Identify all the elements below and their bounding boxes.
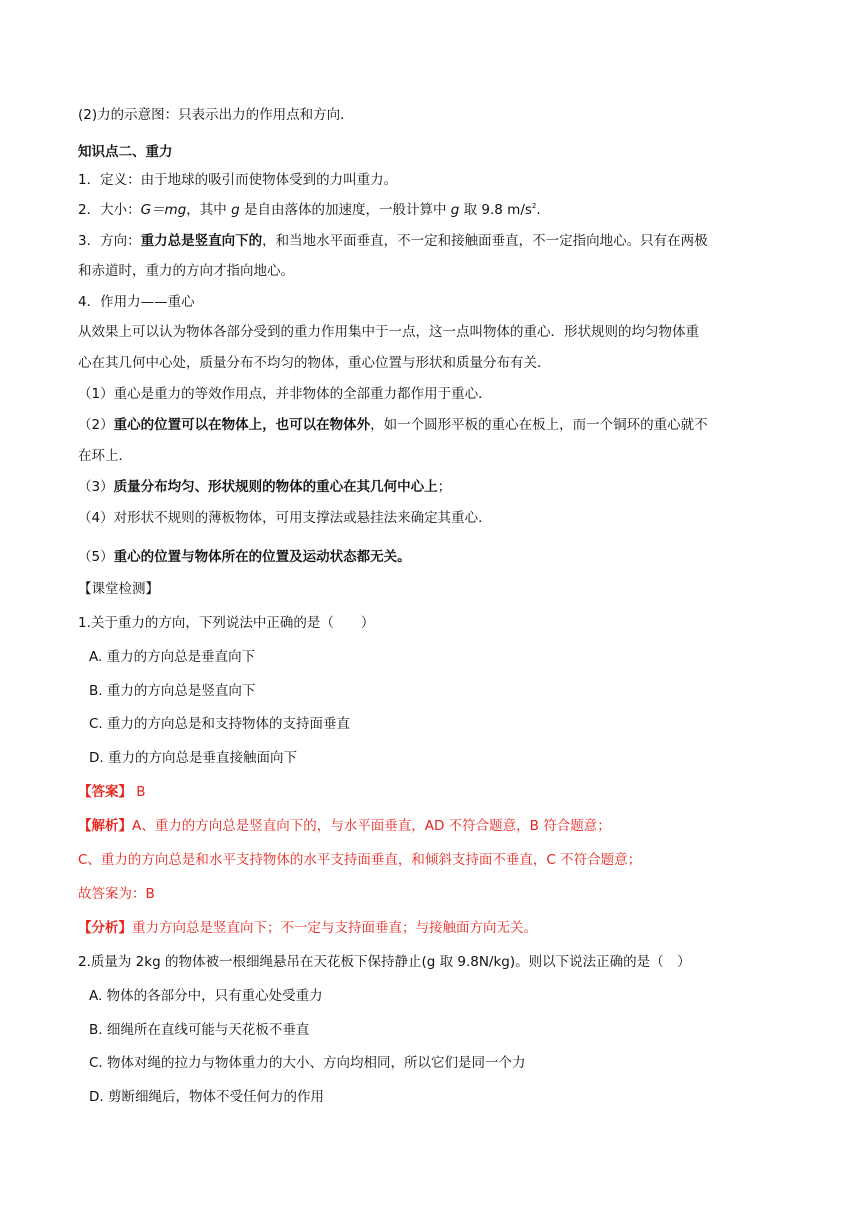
analysis-text-1: A、重力的方向总是竖直向下的，与水平面垂直，AD 不符合题意，B 符合题意； <box>132 818 611 834</box>
q1-option-b: B. 重力的方向总是竖直向下 <box>89 683 256 699</box>
centre-title: 4．作用力——重心 <box>78 294 195 310</box>
size-mid: ，其中 <box>186 202 232 218</box>
c2-rest: ，如一个圆形平板的重心在板上，而一个铜环的重心就不 <box>370 417 708 433</box>
q2-option-a: A. 物体的各部分中，只有重心处受重力 <box>89 988 323 1004</box>
intro-line: (2)力的示意图：只表示出力的作用点和方向． <box>78 107 354 123</box>
size-text: 是自由落体的加速度，一般计算中 <box>239 202 451 218</box>
c3-prefix: （3） <box>78 479 114 495</box>
centre-item-4: （4）对形状不规则的薄板物体，可用支撑法或悬挂法来确定其重心． <box>78 510 492 526</box>
q2-option-c: C. 物体对绳的拉力与物体重力的大小、方向均相同，所以它们是同一个力 <box>89 1055 526 1071</box>
note-text: 重力方向总是竖直向下；不一定与支持面垂直；与接触面方向无关。 <box>132 920 537 936</box>
q1-analysis-1 <box>78 817 611 835</box>
centre-item-3 <box>78 478 451 496</box>
section-heading: 知识点二、重力 <box>78 144 173 160</box>
centre-item-1: （1）重心是重力的等效作用点，并非物体的全部重力都作用于重心． <box>78 386 492 402</box>
size-value: 取 9.8 m/s <box>459 202 532 218</box>
centre-item-2-cont: 在环上． <box>78 448 132 464</box>
centre-paragraph-2: 心在其几何中心处，质量分布不均匀的物体，重心位置与形状和质量分布有关． <box>78 355 551 371</box>
direction-line-2: 和赤道时，重力的方向才指向地心。 <box>78 263 294 279</box>
q1-note <box>78 919 537 937</box>
note-tag: 【分析】 <box>78 920 132 936</box>
size-sup: 2 <box>531 202 537 210</box>
c2-prefix: （2） <box>78 417 114 433</box>
direction-prefix: 3．方向： <box>78 233 141 249</box>
centre-item-2 <box>78 416 708 434</box>
direction-bold: 重力总是竖直向下的 <box>140 233 263 249</box>
q2-option-b: B. 细绳所在直线可能与天花板不垂直 <box>89 1022 310 1038</box>
direction-line <box>78 232 708 250</box>
c5-bold: 重心的位置与物体所在的位置及运动状态都无关。 <box>113 549 411 565</box>
q2-stem: 2.质量为 2kg 的物体被一根细绳悬吊在天花板下保持静止(g 取 9.8N/kg)。则以下说法正确的是（ ） <box>78 954 691 970</box>
c3-rest: ； <box>437 479 452 495</box>
q2-option-d: D. 剪断细绳后，物体不受任何力的作用 <box>89 1089 324 1105</box>
q1-answer <box>78 783 146 801</box>
c3-bold: 质量分布均匀、形状规则的物体的重心在其几何中心上 <box>113 479 438 495</box>
centre-paragraph-1: 从效果上可以认为物体各部分受到的重力作用集中于一点，这一点叫物体的重心．形状规则的均匀物体重 <box>78 324 699 340</box>
q1-option-c: C. 重力的方向总是和支持物体的支持面垂直 <box>89 716 351 732</box>
q1-stem: 1.关于重力的方向，下列说法中正确的是（ ） <box>78 615 375 631</box>
size-formula: G＝mg <box>140 202 187 218</box>
c5-prefix: （5） <box>78 549 114 565</box>
answer-tag: 【答案】 <box>78 784 132 800</box>
check-title: 【课堂检测】 <box>78 581 159 597</box>
definition-line: 1．定义：由于地球的吸引而使物体受到的力叫重力。 <box>78 172 398 188</box>
q1-option-a: A. 重力的方向总是垂直向下 <box>89 649 256 665</box>
analysis-tag: 【解析】 <box>78 818 132 834</box>
q1-analysis-2: C、重力的方向总是和水平支持物体的水平支持面垂直，和倾斜支持面不垂直，C 不符合题意； <box>78 852 642 868</box>
direction-rest: ，和当地水平面垂直，不一定和接触面垂直，不一定指向地心。只有在两极 <box>262 233 708 249</box>
size-g1: g <box>231 202 240 218</box>
size-g2: g <box>450 202 460 218</box>
q1-option-d: D. 重力的方向总是垂直接触面向下 <box>89 750 297 766</box>
centre-item-5 <box>78 548 411 566</box>
size-prefix: 2．大小： <box>78 202 141 218</box>
size-line <box>78 201 541 219</box>
size-end: . <box>536 202 541 218</box>
c2-bold: 重心的位置可以在物体上，也可以在物体外 <box>113 417 371 433</box>
answer-value: B <box>132 784 146 800</box>
q1-conclusion: 故答案为：B <box>78 886 155 902</box>
